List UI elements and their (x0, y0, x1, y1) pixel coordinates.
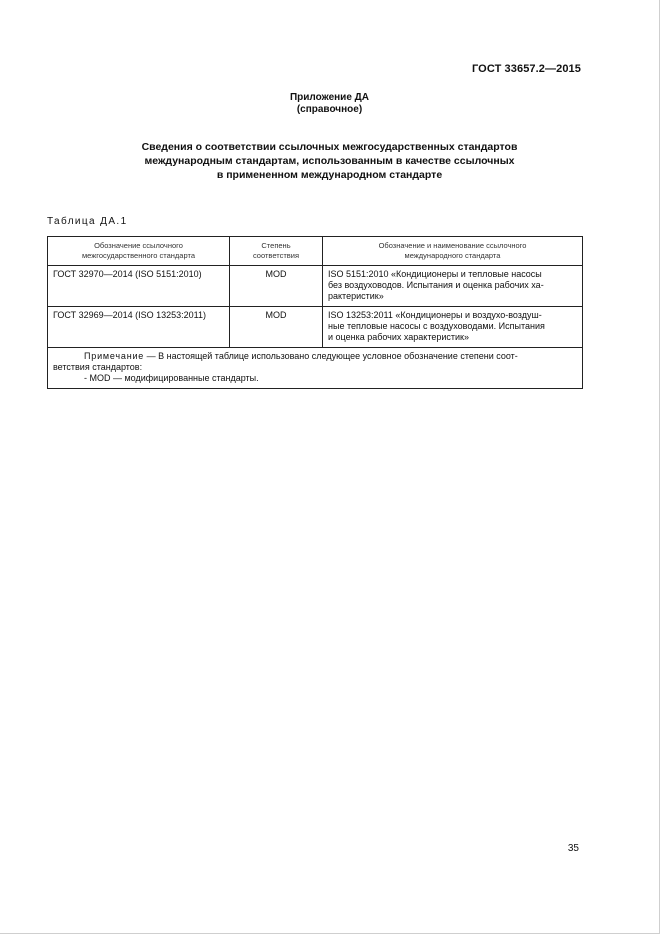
note-list-item: - MOD — модифицированные стандарты. (84, 373, 259, 383)
table-note-row (48, 348, 583, 389)
appendix-title: Приложение ДА (289, 92, 370, 103)
cell-degree: MOD (230, 266, 323, 307)
cell-international-standard: ISO 5151:2010 «Кондиционеры и тепловые насосы без воздуховодов. Испытания и оценка рабочих ха- рактеристик» (323, 266, 583, 307)
appendix-subtitle: (справочное) (296, 104, 363, 115)
cell-degree: MOD (230, 307, 323, 348)
table-row (48, 307, 583, 348)
cell-standard: ГОСТ 32970—2014 (ISO 5151:2010) (48, 266, 230, 307)
table-row (48, 266, 583, 307)
note-label: Примечание (84, 351, 145, 361)
table-caption: Таблица ДА.1 (47, 216, 128, 227)
column-header-standard: Обозначение ссылочного межгосударственного стандарта (48, 237, 230, 266)
document-code: ГОСТ 33657.2—2015 (471, 63, 581, 75)
note-text-continued: ветствия стандартов: (53, 362, 143, 372)
appendix-heading (0, 92, 659, 116)
page-number: 35 (567, 843, 579, 854)
section-title-line: международным стандартам, использованным в качестве ссылочных (144, 155, 515, 167)
table-header-row (48, 237, 583, 266)
section-title (90, 140, 569, 182)
column-header-international-standard: Обозначение и наименование ссылочного международного стандарта (323, 237, 583, 266)
table-note (48, 348, 583, 389)
column-header-degree: Степень соответствия (230, 237, 323, 266)
section-title-line: в примененном международном стандарте (216, 169, 443, 181)
section-title-line: Сведения о соответствии ссылочных межгосударственных стандартов (141, 141, 518, 153)
note-text: — В настоящей таблице использовано следующее условное обозначение степени соот- (144, 351, 518, 361)
correspondence-table (47, 236, 583, 389)
cell-standard: ГОСТ 32969—2014 (ISO 13253:2011) (48, 307, 230, 348)
cell-international-standard: ISO 13253:2011 «Кондиционеры и воздухо-воздуш- ные тепловые насосы с воздуховодами. Испытания и оценка рабочих характеристик» (323, 307, 583, 348)
